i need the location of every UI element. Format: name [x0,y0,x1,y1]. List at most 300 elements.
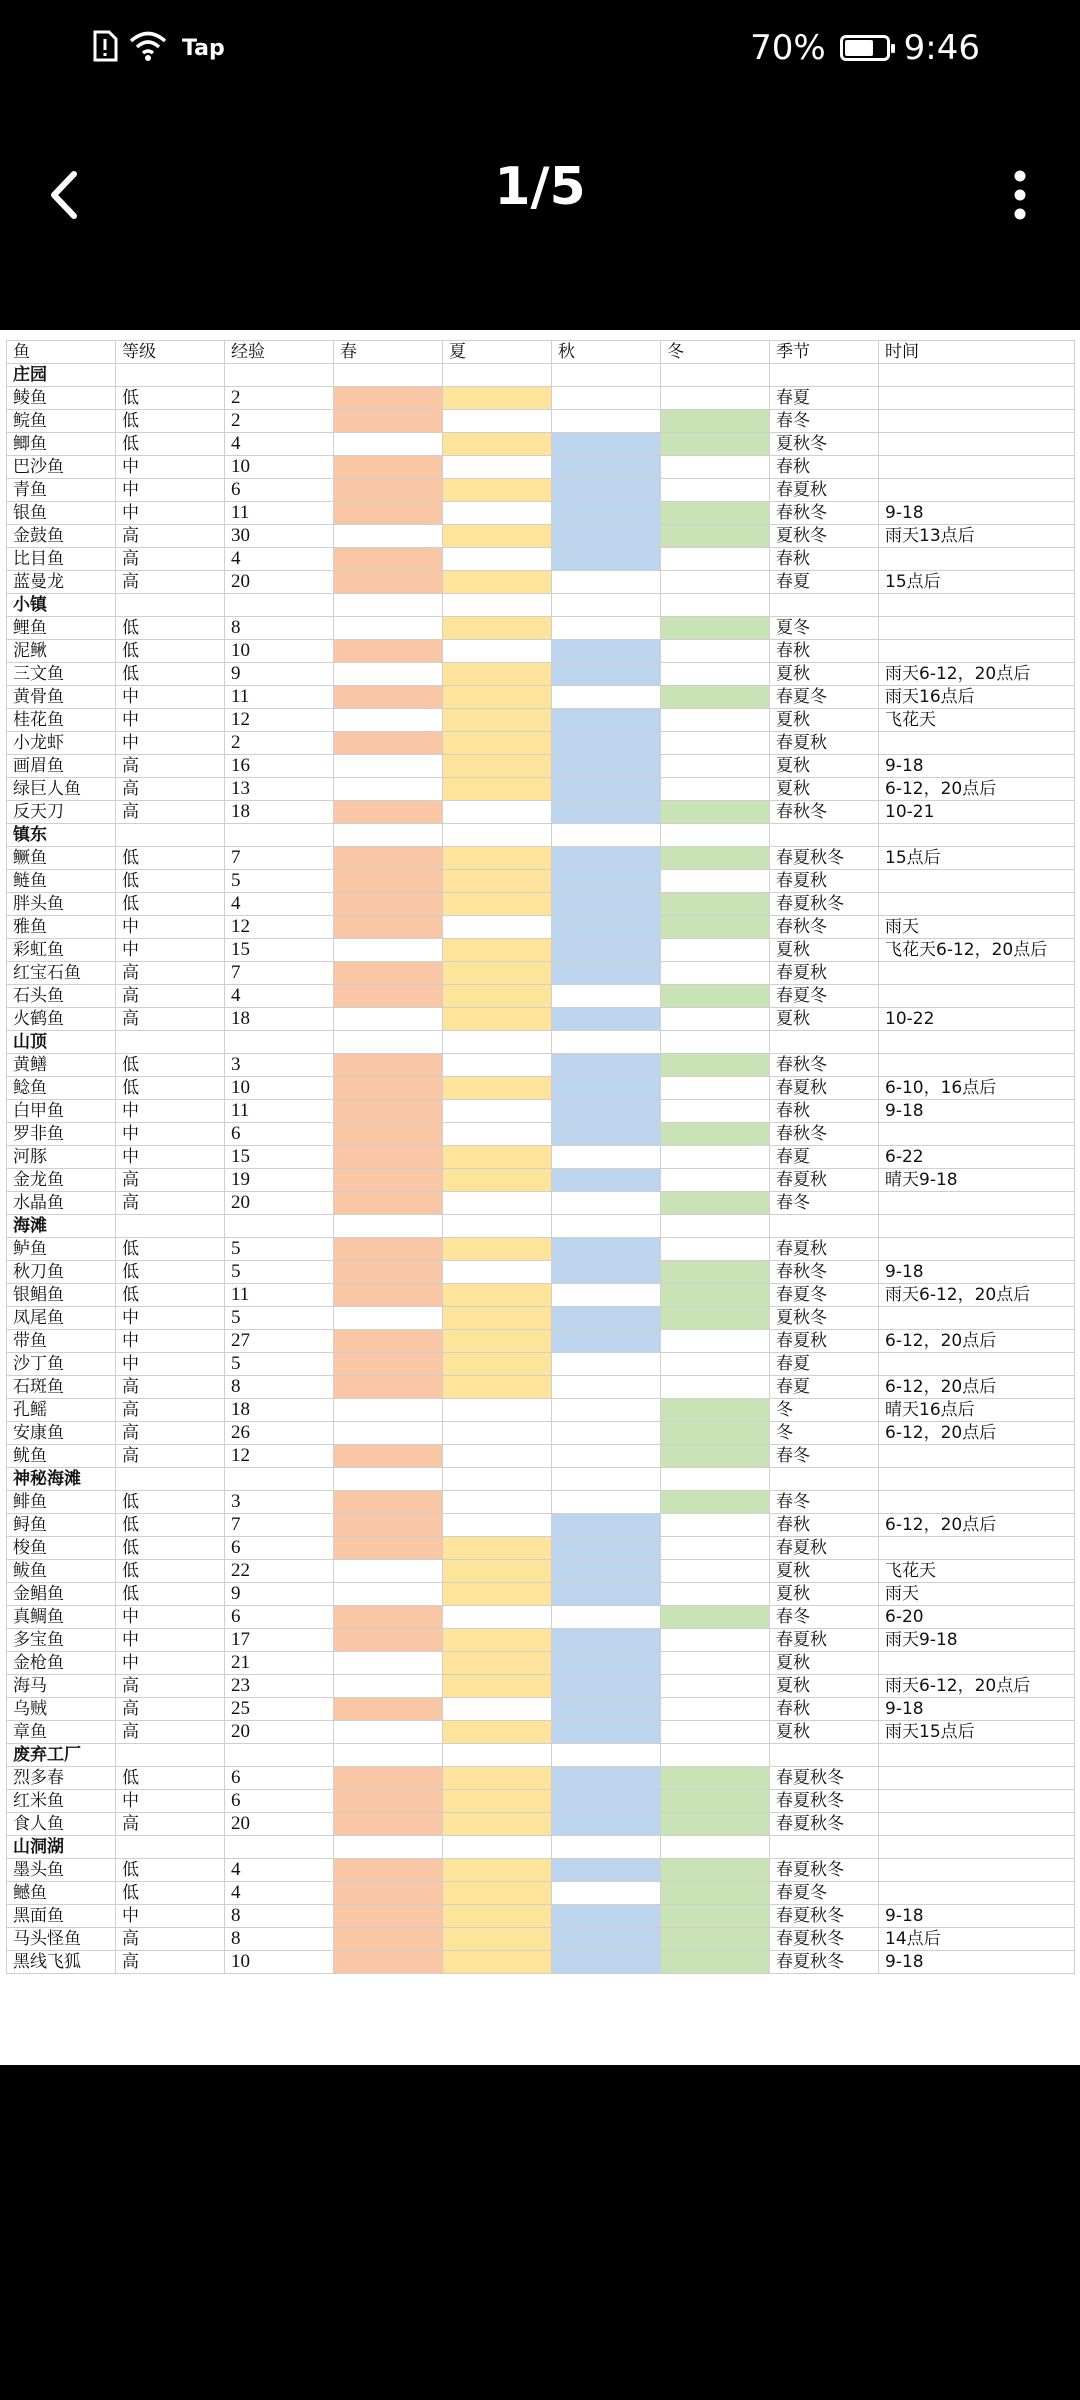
exp: 3 [225,1054,334,1077]
season: 夏秋 [770,1721,879,1744]
autumn-cell [552,1261,661,1284]
table-row [7,1353,1075,1376]
empty-cell [225,1744,334,1767]
autumn-cell [552,916,661,939]
table-row [7,1514,1075,1537]
winter-cell [661,1169,770,1192]
spring-cell [334,1169,443,1192]
summer-cell [443,1008,552,1031]
header-autumn: 秋 [552,341,661,364]
table-row [7,1399,1075,1422]
season: 春夏秋 [770,1169,879,1192]
season: 夏秋 [770,939,879,962]
season: 春秋 [770,456,879,479]
level: 高 [116,571,225,594]
time [879,1491,1075,1514]
spring-cell [334,709,443,732]
season: 夏秋冬 [770,1307,879,1330]
season: 春秋冬 [770,916,879,939]
summer-cell [443,1330,552,1353]
level: 高 [116,1445,225,1468]
season: 夏秋 [770,1008,879,1031]
table-row [7,525,1075,548]
season: 夏秋 [770,663,879,686]
exp: 20 [225,571,334,594]
time: 10-21 [879,801,1075,824]
time [879,548,1075,571]
summer-cell [443,1767,552,1790]
spring-cell [334,1192,443,1215]
winter-cell [661,916,770,939]
time: 9-18 [879,755,1075,778]
table-row [7,985,1075,1008]
autumn-cell [552,1491,661,1514]
exp: 8 [225,1905,334,1928]
autumn-cell [552,1606,661,1629]
autumn-cell [552,1583,661,1606]
autumn-cell [552,1192,661,1215]
empty-cell [879,1468,1075,1491]
summer-cell [443,410,552,433]
exp: 15 [225,939,334,962]
table-row [7,1537,1075,1560]
autumn-cell [552,1514,661,1537]
empty-cell [879,1215,1075,1238]
table-row [7,1951,1075,1974]
winter-cell [661,1652,770,1675]
section-row [7,594,1075,617]
fish-name: 凤尾鱼 [7,1307,116,1330]
winter-cell [661,985,770,1008]
empty-cell [770,824,879,847]
autumn-cell [552,433,661,456]
spring-cell [334,1767,443,1790]
winter-cell [661,1629,770,1652]
fish-name: 章鱼 [7,1721,116,1744]
autumn-cell [552,1652,661,1675]
document-image[interactable] [0,330,1080,2065]
spring-cell [334,1146,443,1169]
autumn-cell [552,617,661,640]
winter-cell [661,571,770,594]
time [879,1790,1075,1813]
autumn-cell [552,686,661,709]
status-bar [0,0,1080,105]
season: 夏冬 [770,617,879,640]
fish-name: 鲫鱼 [7,433,116,456]
fish-name: 金龙鱼 [7,1169,116,1192]
time [879,985,1075,1008]
sim-alert-icon [92,30,118,66]
spring-cell [334,663,443,686]
empty-cell [334,1468,443,1491]
fish-name: 小龙虾 [7,732,116,755]
exp: 2 [225,732,334,755]
autumn-cell [552,640,661,663]
season: 春夏秋 [770,870,879,893]
level: 低 [116,1560,225,1583]
level: 低 [116,847,225,870]
empty-cell [879,824,1075,847]
level: 中 [116,502,225,525]
fish-name: 梭鱼 [7,1537,116,1560]
section-title: 镇东 [7,824,116,847]
autumn-cell [552,1790,661,1813]
spring-cell [334,893,443,916]
season: 夏秋 [770,1652,879,1675]
spring-cell [334,1560,443,1583]
level: 低 [116,640,225,663]
season: 春冬 [770,1192,879,1215]
top-nav [0,105,1080,330]
table-row [7,916,1075,939]
empty-cell [116,1215,225,1238]
autumn-cell [552,1238,661,1261]
empty-cell [225,1031,334,1054]
table-row [7,1675,1075,1698]
empty-cell [552,824,661,847]
table-row [7,1606,1075,1629]
season: 春夏秋冬 [770,893,879,916]
level: 高 [116,1813,225,1836]
season: 春夏秋 [770,1537,879,1560]
exp: 10 [225,1077,334,1100]
section-title: 庄园 [7,364,116,387]
fish-name: 鳜鱼 [7,847,116,870]
spring-cell [334,1123,443,1146]
table-row [7,1882,1075,1905]
exp: 4 [225,1882,334,1905]
table-row [7,1445,1075,1468]
spring-cell [334,525,443,548]
season: 夏秋 [770,778,879,801]
empty-cell [334,1215,443,1238]
table-row [7,755,1075,778]
autumn-cell [552,1882,661,1905]
level: 中 [116,1652,225,1675]
empty-cell [661,1215,770,1238]
season: 春秋冬 [770,502,879,525]
empty-cell [334,1031,443,1054]
winter-cell [661,1721,770,1744]
winter-cell [661,1399,770,1422]
spring-cell [334,801,443,824]
summer-cell [443,916,552,939]
empty-cell [552,1031,661,1054]
time [879,1767,1075,1790]
table-row [7,1077,1075,1100]
level: 高 [116,548,225,571]
level: 中 [116,1629,225,1652]
season: 春秋 [770,1514,879,1537]
table-row [7,1491,1075,1514]
fish-name: 乌贼 [7,1698,116,1721]
exp: 12 [225,1445,334,1468]
winter-cell [661,1951,770,1974]
level: 低 [116,893,225,916]
table-row [7,1560,1075,1583]
autumn-cell [552,456,661,479]
summer-cell [443,502,552,525]
empty-cell [552,1468,661,1491]
season: 春夏秋冬 [770,1790,879,1813]
summer-cell [443,1146,552,1169]
fish-name: 银鲳鱼 [7,1284,116,1307]
fish-name: 罗非鱼 [7,1123,116,1146]
level: 中 [116,1123,225,1146]
table-row [7,1422,1075,1445]
fish-table [6,340,1075,1974]
season: 春冬 [770,1606,879,1629]
battery-percent: 70% [750,28,826,68]
autumn-cell [552,525,661,548]
summer-cell [443,1813,552,1836]
fish-name: 泥鳅 [7,640,116,663]
winter-cell [661,1146,770,1169]
fish-name: 鲢鱼 [7,870,116,893]
summer-cell [443,1353,552,1376]
summer-cell [443,1514,552,1537]
summer-cell [443,686,552,709]
exp: 3 [225,1491,334,1514]
time [879,1192,1075,1215]
exp: 6 [225,1606,334,1629]
exp: 25 [225,1698,334,1721]
time [879,893,1075,916]
season: 夏秋 [770,1583,879,1606]
spring-cell [334,571,443,594]
autumn-cell [552,985,661,1008]
empty-cell [116,824,225,847]
fish-name: 海马 [7,1675,116,1698]
summer-cell [443,732,552,755]
autumn-cell [552,962,661,985]
exp: 4 [225,548,334,571]
table-row [7,962,1075,985]
empty-cell [116,594,225,617]
spring-cell [334,1859,443,1882]
autumn-cell [552,1859,661,1882]
time [879,1307,1075,1330]
fish-name: 石斑鱼 [7,1376,116,1399]
more-vertical-icon [990,160,1050,230]
autumn-cell [552,1767,661,1790]
empty-cell [225,364,334,387]
fish-name: 红米鱼 [7,1790,116,1813]
spring-cell [334,847,443,870]
autumn-cell [552,1537,661,1560]
winter-cell [661,1698,770,1721]
spring-cell [334,479,443,502]
summer-cell [443,755,552,778]
winter-cell [661,479,770,502]
season: 春夏冬 [770,1882,879,1905]
table-row [7,479,1075,502]
exp: 10 [225,640,334,663]
fish-name: 金鲳鱼 [7,1583,116,1606]
table-row [7,502,1075,525]
summer-cell [443,479,552,502]
empty-cell [770,1744,879,1767]
summer-cell [443,1445,552,1468]
season: 春夏 [770,1146,879,1169]
spring-cell [334,1238,443,1261]
level: 高 [116,1951,225,1974]
exp: 21 [225,1652,334,1675]
spring-cell [334,456,443,479]
status-icons-left [92,30,225,66]
exp: 19 [225,1169,334,1192]
autumn-cell [552,1353,661,1376]
fish-name: 红宝石鱼 [7,962,116,985]
winter-cell [661,1675,770,1698]
autumn-cell [552,893,661,916]
empty-cell [116,1468,225,1491]
exp: 10 [225,456,334,479]
fish-name: 胖头鱼 [7,893,116,916]
exp: 20 [225,1192,334,1215]
level: 低 [116,1261,225,1284]
summer-cell [443,1606,552,1629]
season: 夏秋 [770,755,879,778]
time: 6-22 [879,1146,1075,1169]
level: 高 [116,801,225,824]
fish-name: 水晶鱼 [7,1192,116,1215]
table-row [7,1376,1075,1399]
level: 中 [116,732,225,755]
summer-cell [443,1905,552,1928]
season: 春冬 [770,1445,879,1468]
time [879,1813,1075,1836]
more-options-button[interactable] [990,160,1050,230]
season: 春夏 [770,387,879,410]
season: 春夏秋冬 [770,1813,879,1836]
autumn-cell [552,732,661,755]
winter-cell [661,410,770,433]
autumn-cell [552,1146,661,1169]
time: 9-18 [879,502,1075,525]
fish-name: 鲤鱼 [7,617,116,640]
winter-cell [661,1583,770,1606]
empty-cell [334,594,443,617]
table-row [7,1629,1075,1652]
table-row [7,387,1075,410]
winter-cell [661,1790,770,1813]
exp: 18 [225,801,334,824]
exp: 4 [225,433,334,456]
summer-cell [443,778,552,801]
summer-cell [443,962,552,985]
empty-cell [334,364,443,387]
spring-cell [334,410,443,433]
spring-cell [334,1951,443,1974]
winter-cell [661,1008,770,1031]
time [879,1054,1075,1077]
season: 春夏秋 [770,1077,879,1100]
fish-name: 金枪鱼 [7,1652,116,1675]
spring-cell [334,502,443,525]
fish-name: 鱿鱼 [7,1445,116,1468]
spring-cell [334,1652,443,1675]
season: 春冬 [770,410,879,433]
autumn-cell [552,1100,661,1123]
empty-cell [225,1468,334,1491]
winter-cell [661,1376,770,1399]
exp: 18 [225,1399,334,1422]
time [879,1123,1075,1146]
exp: 18 [225,1008,334,1031]
level: 高 [116,1422,225,1445]
table-row [7,1100,1075,1123]
winter-cell [661,456,770,479]
time: 6-20 [879,1606,1075,1629]
empty-cell [552,1744,661,1767]
fish-name: 孔鳐 [7,1399,116,1422]
season: 春夏秋 [770,1629,879,1652]
time: 飞花天6-12，20点后 [879,939,1075,962]
season: 春夏秋 [770,732,879,755]
season: 春秋 [770,1100,879,1123]
winter-cell [661,1330,770,1353]
exp: 15 [225,1146,334,1169]
time: 6-12，20点后 [879,1422,1075,1445]
table-row [7,1583,1075,1606]
summer-cell [443,1721,552,1744]
summer-cell [443,433,552,456]
level: 中 [116,1307,225,1330]
header-time: 时间 [879,341,1075,364]
time: 9-18 [879,1698,1075,1721]
spring-cell [334,686,443,709]
exp: 4 [225,893,334,916]
time [879,1859,1075,1882]
winter-cell [661,1859,770,1882]
season: 春夏秋冬 [770,1928,879,1951]
season: 夏秋 [770,1560,879,1583]
empty-cell [879,1744,1075,1767]
summer-cell [443,1537,552,1560]
time [879,1882,1075,1905]
level: 高 [116,985,225,1008]
time [879,387,1075,410]
winter-cell [661,1100,770,1123]
autumn-cell [552,1928,661,1951]
spring-cell [334,1928,443,1951]
spring-cell [334,617,443,640]
level: 高 [116,962,225,985]
level: 中 [116,686,225,709]
spring-cell [334,548,443,571]
season: 春秋冬 [770,1054,879,1077]
exp: 8 [225,1928,334,1951]
season: 春秋冬 [770,1261,879,1284]
autumn-cell [552,1675,661,1698]
winter-cell [661,686,770,709]
table-row [7,1192,1075,1215]
summer-cell [443,801,552,824]
season: 春夏冬 [770,1284,879,1307]
header-exp: 经验 [225,341,334,364]
table-row [7,456,1075,479]
time [879,479,1075,502]
spring-cell [334,1353,443,1376]
exp: 22 [225,1560,334,1583]
empty-cell [334,824,443,847]
winter-cell [661,1560,770,1583]
exp: 6 [225,1767,334,1790]
spring-cell [334,1376,443,1399]
level: 高 [116,755,225,778]
